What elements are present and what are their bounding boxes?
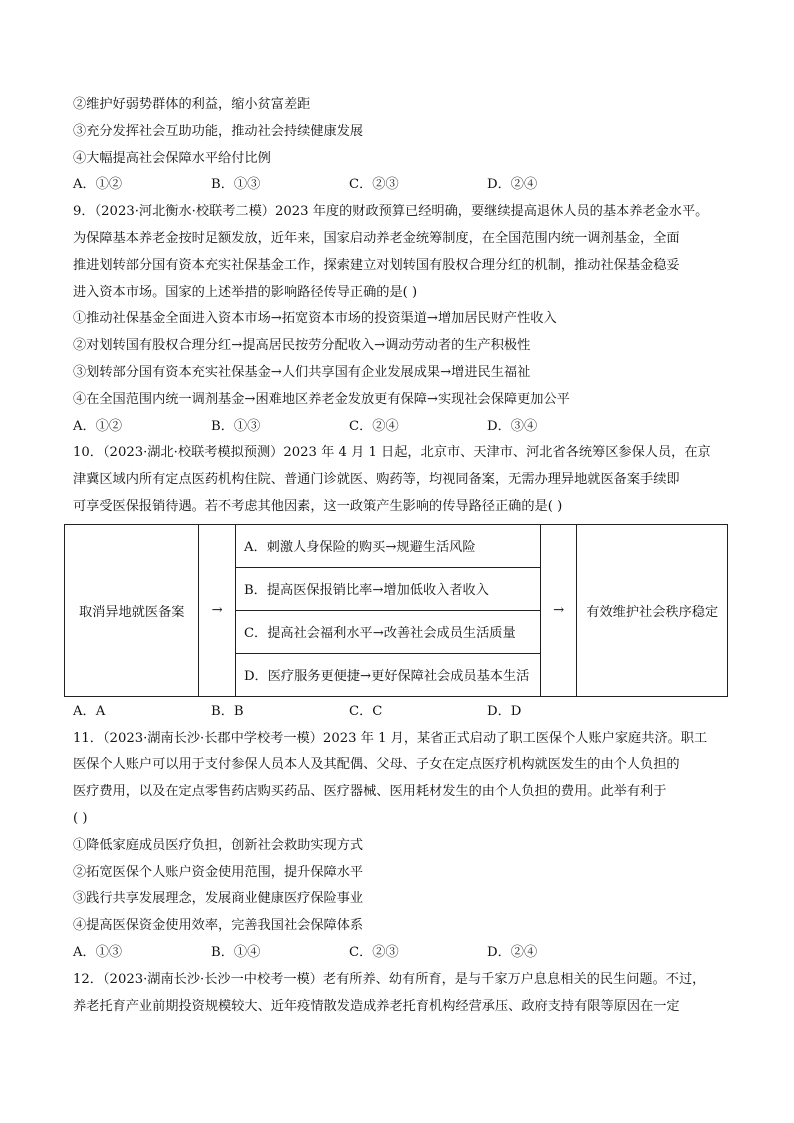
q12-stem-line-2: 养老托育产业前期投资规模较大、近年疫情散发造成养老托育机构经营承压、政府支持有限等原因在一定: [73, 998, 680, 1014]
q11-option-d[interactable]: D．②④: [487, 944, 538, 960]
q11-item-3: ③践行共享发展理念，发展商业健康医疗保险事业: [73, 891, 364, 907]
q11-stem-line-2: 医保个人账户可以用于支付参保人员本人及其配偶、父母、子女在定点医疗机构就医发生的由个人负担的: [73, 757, 680, 773]
q10-option-d[interactable]: D．D: [487, 703, 522, 719]
q9-options: [73, 414, 733, 441]
q11-option-a[interactable]: A．①③: [73, 944, 123, 960]
page-content: [73, 92, 733, 1020]
q11-stem-line-1: 11．（2023·湖南长沙·长郡中学校考一模）2023 年 1 月，某省正式启动了职工医保个人账户家庭共济。职工: [73, 730, 708, 746]
q9-stem-line-4: 进入资本市场。国家的上述举措的影响路径传导正确的是( ): [73, 284, 418, 300]
q10-option-a[interactable]: A．A: [73, 703, 106, 719]
q10-options: [73, 699, 733, 726]
q10-table-source: 取消异地就医备案: [65, 524, 199, 696]
q10-table-path-b: B．提高医保报销比率→增加低收入者收入: [235, 567, 540, 610]
q8-option-a[interactable]: A．①②: [73, 177, 123, 193]
q9-option-b[interactable]: B．①③: [211, 418, 261, 434]
q11-options: [73, 940, 733, 967]
q10-option-b[interactable]: B．B: [211, 703, 244, 719]
q8-option-b[interactable]: B．①③: [211, 177, 261, 193]
q9-stem-line-1: 9．（2023·河北衡水·校联考二模）2023 年度的财政预算已经明确，要继续提高退休人员的基本养老金水平。: [73, 204, 709, 220]
q11-option-b[interactable]: B．①④: [211, 944, 261, 960]
q10-table-arrow-right: →: [540, 524, 577, 696]
question-12: [73, 967, 733, 1021]
q8-options: [73, 172, 733, 199]
q10-table-arrow-left: →: [199, 524, 236, 696]
q10-table-path-a: A．刺激人身保险的购买→规避生活风险: [235, 524, 540, 567]
q10-stem-line-1: 10．（2023·湖北·校联考模拟预测）2023 年 4 月 1 日起，北京市、天津市、河北省各统筹区参保人员，在京: [73, 445, 711, 461]
q11-item-4: ④提高医保资金使用效率，完善我国社会保障体系: [73, 918, 364, 934]
q9-item-4: ④在全国范围内统一调剂基金→困难地区养老金发放更有保障→实现社会保障更加公平: [73, 391, 570, 407]
q8-option-c[interactable]: C．②③: [349, 177, 399, 193]
q11-item-1: ①降低家庭成员医疗负担，创新社会救助实现方式: [73, 837, 364, 853]
q9-option-c[interactable]: C．②④: [349, 418, 399, 434]
question-9: [73, 199, 733, 440]
q11-option-c[interactable]: C．②③: [349, 944, 399, 960]
q8-item-3: ③充分发挥社会互助功能，推动社会持续健康发展: [73, 123, 364, 139]
q8-item-2: ②维护好弱势群体的利益，缩小贫富差距: [73, 97, 311, 112]
q11-item-2: ②拓宽医保个人账户资金使用范围，提升保障水平: [73, 864, 364, 880]
question-11: [73, 726, 733, 967]
q10-option-c[interactable]: C．C: [349, 703, 383, 719]
q11-stem-line-4: ( ): [73, 810, 88, 826]
q10-table-path-d: D．医疗服务更便捷→更好保障社会成员基本生活: [235, 653, 540, 696]
q10-path-table: [64, 524, 728, 697]
q10-table-target: 有效维护社会秩序稳定: [577, 524, 728, 696]
q12-stem-line-1: 12．（2023·湖南长沙·长沙一中校考一模）老有所养、幼有所育，是与千家万户息息相关的民生问题。不过，: [73, 971, 706, 987]
q10-stem-line-3: 可享受医保报销待遇。若不考虑其他因素，这一政策产生影响的传导路径正确的是( ): [73, 498, 563, 514]
q9-option-d[interactable]: D．③④: [487, 418, 538, 434]
q10-table-path-c: C．提高社会福利水平→改善社会成员生活质量: [235, 610, 540, 653]
q10-stem-line-2: 津冀区域内所有定点医药机构住院、普通门诊就医、购药等，均视同备案，无需办理异地就医备案手续即: [73, 472, 680, 488]
q9-item-2: ②对划转国有股权合理分红→提高居民按劳分配收入→调动劳动者的生产积极性: [73, 338, 531, 354]
q11-stem-line-3: 医疗费用，以及在定点零售药店购买药品、医疗器械、医用耗材发生的由个人负担的费用。此举有利于: [73, 784, 667, 800]
question-10: [73, 440, 733, 725]
q9-option-a[interactable]: A．①②: [73, 418, 123, 434]
q9-stem-line-3: 推进划转部分国有资本充实社保基金工作，探索建立对划转国有股权合理分红的机制，推动社保基金稳妥: [73, 257, 680, 273]
q9-stem-line-2: 为保障基本养老金按时足额发放，近年来，国家启动养老金统筹制度，在全国范围内统一调剂基金，全面: [73, 230, 680, 246]
q9-item-1: ①推动社保基金全面进入资本市场→拓宽资本市场的投资渠道→增加居民财产性收入: [73, 311, 557, 327]
q9-item-3: ③划转部分国有资本充实社保基金→人们共享国有企业发展成果→增进民生福祉: [73, 364, 531, 380]
q8-option-d[interactable]: D．②④: [487, 177, 538, 193]
q8-item-4: ④大幅提高社会保障水平给付比例: [73, 150, 271, 166]
question-8-tail: [73, 92, 733, 199]
